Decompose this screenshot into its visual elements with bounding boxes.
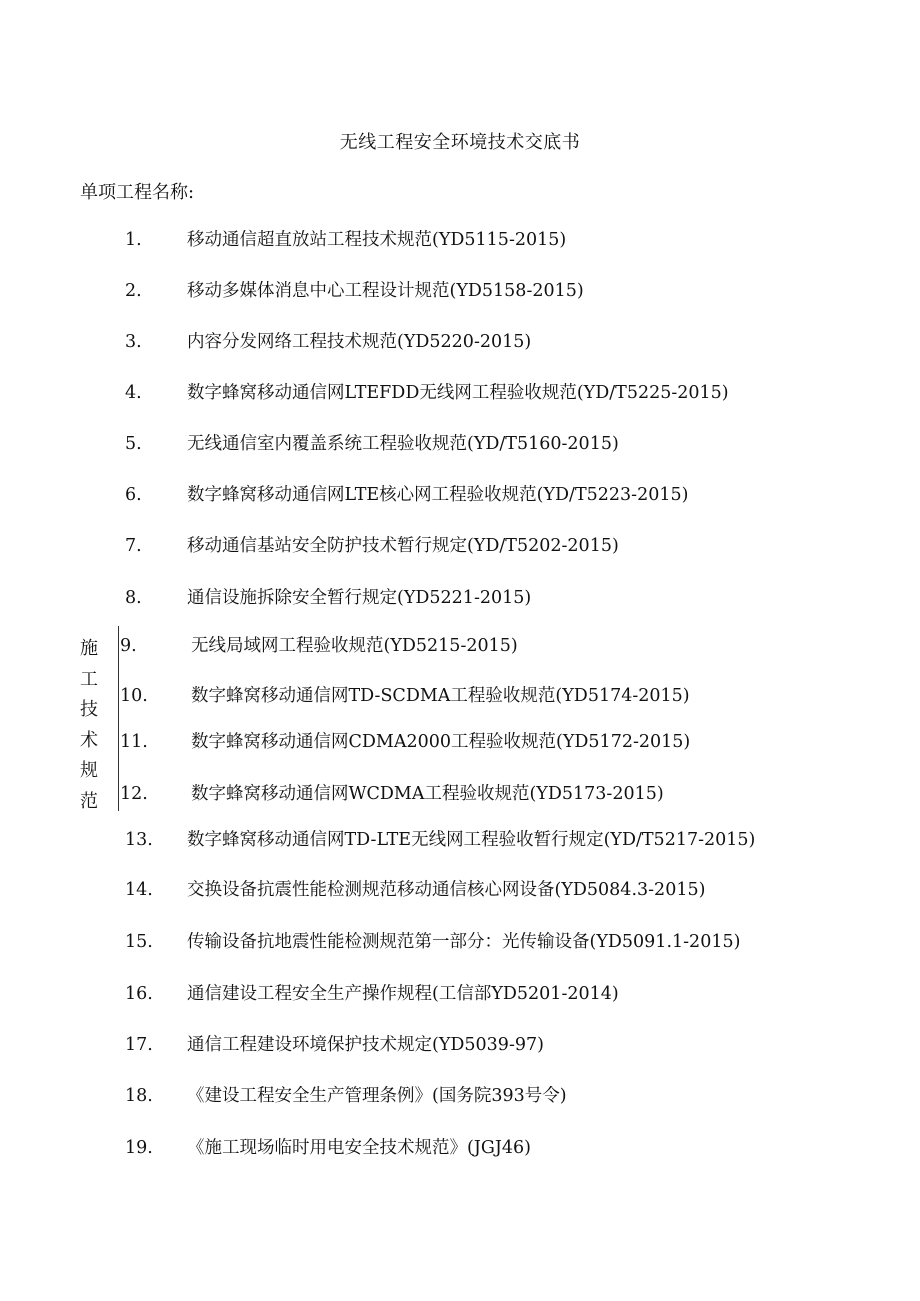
list-item-number: 14. xyxy=(125,880,153,900)
list-item-number: 13. xyxy=(125,830,153,850)
list-item-number: 16. xyxy=(125,984,153,1004)
list-item-text: 数字蜂窝移动通信网CDMA2000工程验收规范(YD5172-2015) xyxy=(191,732,691,752)
list-item-number: 19. xyxy=(125,1138,153,1158)
list-item-text: 通信设施拆除安全暂行规定(YD5221-2015) xyxy=(187,588,532,608)
list-item-text: 《施工现场临时用电安全技术规范》(JGJ46) xyxy=(187,1138,531,1158)
list-item-text: 通信工程建设环境保护技术规定(YD5039-97) xyxy=(187,1035,544,1055)
list-item-number: 9. xyxy=(120,636,137,656)
side-label-divider xyxy=(118,626,119,811)
list-item-text: 交换设备抗震性能检测规范移动通信核心网设备(YD5084.3-2015) xyxy=(187,880,706,900)
list-item-text: 数字蜂窝移动通信网TD-LTE无线网工程验收暂行规定(YD/T5217-2015) xyxy=(187,830,756,850)
list-item-number: 2. xyxy=(125,281,142,301)
list-item-number: 17. xyxy=(125,1035,153,1055)
list-item-number: 5. xyxy=(125,434,142,454)
list-item-text: 无线通信室内覆盖系统工程验收规范(YD/T5160-2015) xyxy=(187,434,619,454)
list-item-text: 移动通信基站安全防护技术暂行规定(YD/T5202-2015) xyxy=(187,536,619,556)
list-item-text: 内容分发网络工程技术规范(YD5220-2015) xyxy=(187,332,532,352)
project-name-label: 单项工程名称: xyxy=(80,182,195,203)
list-item-text: 传输设备抗地震性能检测规范第一部分：光传输设备(YD5091.1-2015) xyxy=(187,932,741,952)
list-item-text: 数字蜂窝移动通信网LTE核心网工程验收规范(YD/T5223-2015) xyxy=(187,485,689,505)
list-item-number: 7. xyxy=(125,536,142,556)
list-item-text: 《建设工程安全生产管理条例》(国务院393号令) xyxy=(187,1086,567,1106)
list-item-number: 8. xyxy=(125,588,142,608)
side-label-char: 范 xyxy=(80,790,98,812)
side-label-char: 工 xyxy=(80,668,98,690)
document-title: 无线工程安全环境技术交底书 xyxy=(339,132,581,153)
list-item-text: 移动通信超直放站工程技术规范(YD5115-2015) xyxy=(187,230,567,250)
list-item-number: 15. xyxy=(125,932,153,952)
list-item-number: 18. xyxy=(125,1086,153,1106)
list-item-number: 11. xyxy=(120,732,148,752)
list-item-text: 无线局域网工程验收规范(YD5215-2015) xyxy=(191,636,518,656)
list-item-number: 12. xyxy=(120,784,148,804)
list-item-number: 4. xyxy=(125,383,142,403)
side-label-char: 技 xyxy=(80,699,98,720)
list-item-number: 6. xyxy=(125,485,142,505)
list-item-number: 3. xyxy=(125,332,142,352)
side-label-char: 规 xyxy=(80,760,98,781)
list-item-number: 1. xyxy=(125,230,142,250)
list-item-text: 数字蜂窝移动通信网LTEFDD无线网工程验收规范(YD/T5225-2015) xyxy=(187,383,729,403)
list-item-number: 10. xyxy=(120,686,148,706)
side-label-char: 施 xyxy=(80,638,98,659)
list-item-text: 通信建设工程安全生产操作规程(工信部YD5201-2014) xyxy=(187,984,619,1004)
side-label-construction-tech-spec xyxy=(78,634,100,817)
list-item-text: 数字蜂窝移动通信网TD-SCDMA工程验收规范(YD5174-2015) xyxy=(191,686,690,706)
side-label-char: 术 xyxy=(80,729,98,751)
list-item-text: 数字蜂窝移动通信网WCDMA工程验收规范(YD5173-2015) xyxy=(191,784,664,804)
list-item-text: 移动多媒体消息中心工程设计规范(YD5158-2015) xyxy=(187,281,584,301)
